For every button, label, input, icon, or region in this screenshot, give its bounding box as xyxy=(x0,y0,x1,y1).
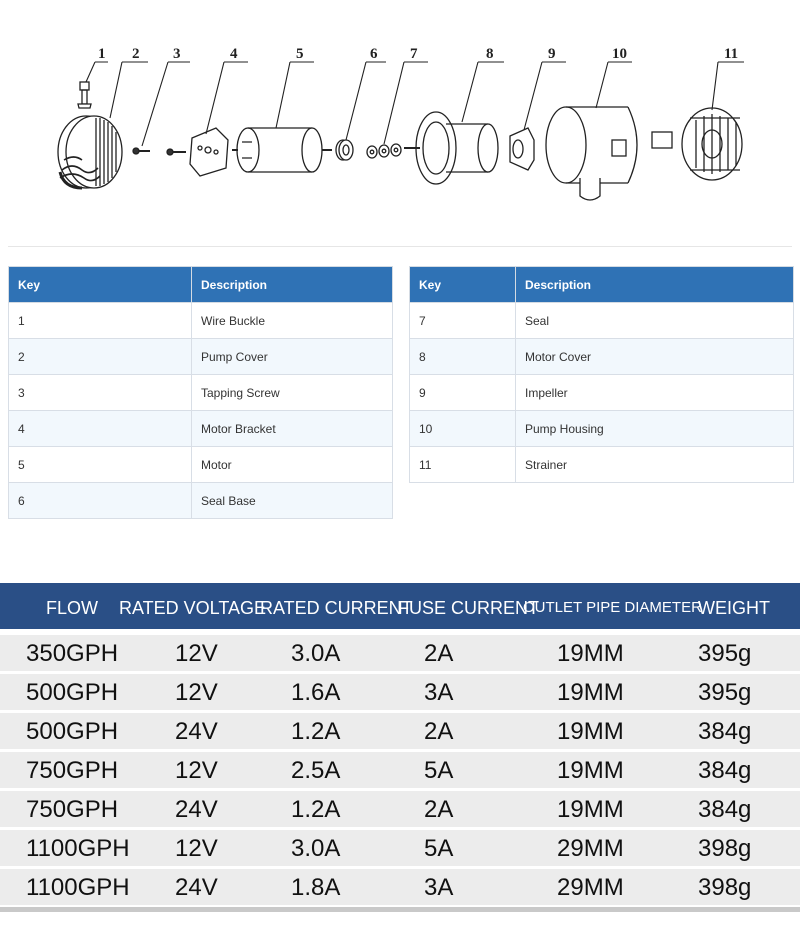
spec-table-header xyxy=(0,583,800,629)
table-row xyxy=(410,303,794,339)
fuse-cell: 3A xyxy=(424,874,454,901)
part-key: 10 xyxy=(410,411,516,447)
outlet-cell: 19MM xyxy=(557,757,624,784)
callout-3: 3 xyxy=(173,46,181,62)
current-cell: 1.6A xyxy=(291,679,341,706)
part-description: Pump Housing xyxy=(516,411,794,447)
part-key: 8 xyxy=(410,339,516,375)
callout-5: 5 xyxy=(296,46,304,62)
spec-header-flow: FLOW xyxy=(46,598,98,618)
part-description: Motor Bracket xyxy=(192,411,393,447)
table-row xyxy=(410,447,794,483)
seal-part xyxy=(367,144,401,158)
strainer-part xyxy=(652,108,742,180)
table-row xyxy=(0,713,800,749)
table-row xyxy=(9,339,393,375)
motor-bracket-part xyxy=(190,128,228,176)
callout-leaders xyxy=(86,62,744,146)
tapping-screw-part xyxy=(133,148,186,155)
part-key: 2 xyxy=(9,339,192,375)
flow-cell: 500GPH xyxy=(26,718,119,745)
callout-9: 9 xyxy=(548,46,556,62)
outlet-cell: 19MM xyxy=(557,679,624,706)
part-description: Seal xyxy=(516,303,794,339)
fuse-cell: 2A xyxy=(424,796,454,823)
table-row xyxy=(9,483,393,519)
part-key: 1 xyxy=(9,303,192,339)
spec-header-current: RATED CURRENT xyxy=(260,598,413,618)
table-row xyxy=(9,447,393,483)
part-key: 3 xyxy=(9,375,192,411)
current-cell: 1.8A xyxy=(291,874,341,901)
spec-header-fuse: FUSE CURRENT xyxy=(398,598,540,618)
voltage-cell: 12V xyxy=(175,835,218,862)
column-header-key: Key xyxy=(9,267,192,303)
weight-cell: 398g xyxy=(698,874,752,901)
column-header-description: Description xyxy=(192,267,393,303)
callout-11: 11 xyxy=(724,46,739,62)
voltage-cell: 24V xyxy=(175,796,218,823)
outlet-cell: 29MM xyxy=(557,874,624,901)
fuse-cell: 5A xyxy=(424,835,454,862)
wire-buckle-part xyxy=(78,82,91,108)
exploded-pump-diagram xyxy=(0,0,800,240)
column-header-key: Key xyxy=(410,267,516,303)
flow-cell: 750GPH xyxy=(26,757,119,784)
outlet-cell: 19MM xyxy=(557,796,624,823)
motor-part xyxy=(232,128,332,172)
current-cell: 3.0A xyxy=(291,835,341,862)
pump-cover-part xyxy=(58,116,122,188)
flow-cell: 750GPH xyxy=(26,796,119,823)
outlet-cell: 29MM xyxy=(557,835,624,862)
voltage-cell: 12V xyxy=(175,640,218,667)
part-key: 9 xyxy=(410,375,516,411)
part-description: Motor xyxy=(192,447,393,483)
part-key: 5 xyxy=(9,447,192,483)
voltage-cell: 12V xyxy=(175,757,218,784)
weight-cell: 395g xyxy=(698,640,752,667)
flow-cell: 500GPH xyxy=(26,679,119,706)
motor-cover-part xyxy=(404,112,498,184)
table-row xyxy=(9,303,393,339)
spec-table-bottom-rule xyxy=(0,907,800,912)
spec-header-weight: WEIGHT xyxy=(698,598,770,618)
table-row xyxy=(410,411,794,447)
table-row xyxy=(410,339,794,375)
fuse-cell: 3A xyxy=(424,679,454,706)
callout-2: 2 xyxy=(132,46,140,62)
table-row xyxy=(0,635,800,671)
table-row xyxy=(9,411,393,447)
parts-table-right xyxy=(409,266,794,483)
outlet-cell: 19MM xyxy=(557,640,624,667)
spec-header-voltage: RATED VOLTAGE xyxy=(119,598,267,618)
seal-base-part xyxy=(336,140,353,160)
table-row xyxy=(0,674,800,710)
table-row xyxy=(0,830,800,866)
callout-7: 7 xyxy=(410,46,418,62)
weight-cell: 395g xyxy=(698,679,752,706)
parts-table-left xyxy=(8,266,393,519)
table-row xyxy=(0,791,800,827)
section-divider xyxy=(8,246,792,247)
current-cell: 2.5A xyxy=(291,757,341,784)
callout-1: 1 xyxy=(98,46,106,62)
weight-cell: 384g xyxy=(698,718,752,745)
table-row xyxy=(0,869,800,905)
part-description: Strainer xyxy=(516,447,794,483)
outlet-cell: 19MM xyxy=(557,718,624,745)
weight-cell: 398g xyxy=(698,835,752,862)
current-cell: 3.0A xyxy=(291,640,341,667)
part-description: Pump Cover xyxy=(192,339,393,375)
callout-8: 8 xyxy=(486,46,494,62)
flow-cell: 1100GPH xyxy=(26,835,130,862)
fuse-cell: 2A xyxy=(424,718,454,745)
column-header-description: Description xyxy=(516,267,794,303)
part-description: Motor Cover xyxy=(516,339,794,375)
impeller-part xyxy=(510,128,534,170)
current-cell: 1.2A xyxy=(291,718,341,745)
table-row xyxy=(0,752,800,788)
weight-cell: 384g xyxy=(698,757,752,784)
weight-cell: 384g xyxy=(698,796,752,823)
current-cell: 1.2A xyxy=(291,796,341,823)
spec-header-outlet: OUTLET PIPE DIAMETER xyxy=(523,599,702,616)
callout-6: 6 xyxy=(370,46,378,62)
flow-cell: 350GPH xyxy=(26,640,119,667)
part-description: Wire Buckle xyxy=(192,303,393,339)
part-key: 6 xyxy=(9,483,192,519)
table-row xyxy=(410,375,794,411)
part-description: Tapping Screw xyxy=(192,375,393,411)
table-row xyxy=(9,375,393,411)
callout-4: 4 xyxy=(230,46,238,62)
part-key: 11 xyxy=(410,447,516,483)
part-description: Seal Base xyxy=(192,483,393,519)
callout-10: 10 xyxy=(612,46,627,62)
voltage-cell: 24V xyxy=(175,718,218,745)
flow-cell: 1100GPH xyxy=(26,874,130,901)
fuse-cell: 2A xyxy=(424,640,454,667)
voltage-cell: 12V xyxy=(175,679,218,706)
part-key: 7 xyxy=(410,303,516,339)
part-description: Impeller xyxy=(516,375,794,411)
voltage-cell: 24V xyxy=(175,874,218,901)
fuse-cell: 5A xyxy=(424,757,454,784)
part-key: 4 xyxy=(9,411,192,447)
pump-housing-part xyxy=(546,107,637,200)
